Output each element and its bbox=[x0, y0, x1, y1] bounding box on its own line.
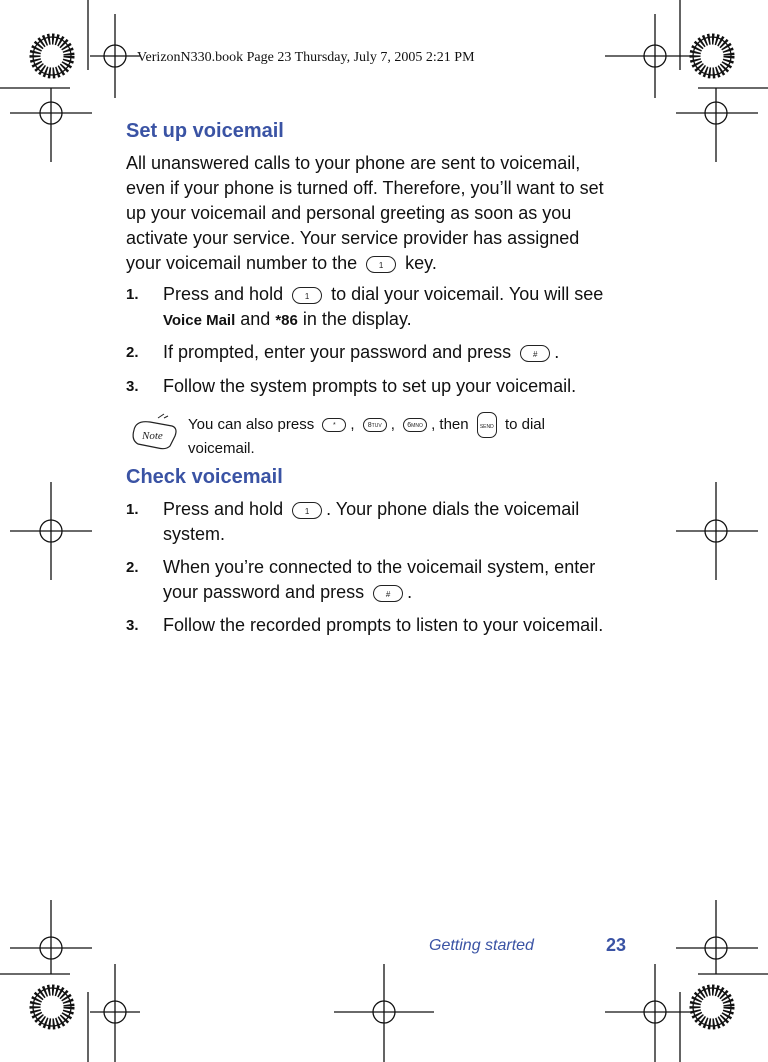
note-text: You can also press * , 8TUV , 6MNO , then SEND to dial voicemail. bbox=[188, 412, 608, 459]
step-number: 2. bbox=[126, 559, 139, 576]
crosshair-target-bl bbox=[90, 964, 140, 1062]
note-icon bbox=[128, 412, 180, 452]
crosshair-target-right-top bbox=[676, 88, 758, 162]
starburst-mark-tl bbox=[33, 37, 71, 75]
key-8-icon: 8TUV bbox=[363, 418, 387, 432]
crosshair-target-right-bottom bbox=[676, 900, 758, 974]
key-pound-icon: # bbox=[373, 585, 403, 602]
crosshair-target-left-mid bbox=[10, 482, 92, 580]
crosshair-target-br bbox=[605, 964, 705, 1062]
step-1-text: Press and hold 1 to dial your voicemail. You will see Voice Mail and *86 in the display. bbox=[163, 284, 604, 329]
crosshair-target-tl bbox=[90, 14, 140, 98]
intro-line: even if your phone is turned off. Therefore, you’ll want to set bbox=[126, 178, 604, 198]
key-6-icon: 6MNO bbox=[403, 418, 427, 432]
key-pound-icon: # bbox=[520, 345, 550, 362]
key-1-icon: 1 bbox=[292, 287, 322, 304]
crosshair-target-right-mid bbox=[676, 482, 758, 580]
starburst-mark-br bbox=[693, 988, 731, 1026]
section-title-check-voicemail: Check voicemail bbox=[126, 466, 283, 488]
intro-line: activate your service. Your service provider has assigned bbox=[126, 228, 580, 248]
display-text-voice-mail: Voice Mail bbox=[163, 312, 236, 329]
key-1-icon: 1 bbox=[366, 256, 396, 273]
crosshair-target-bc bbox=[334, 964, 434, 1062]
starburst-mark-tr bbox=[693, 37, 731, 75]
footer-section-label: Getting started bbox=[429, 937, 534, 954]
step-2-text: If prompted, enter your password and press # . bbox=[163, 342, 560, 362]
intro-line: up your voicemail and personal greeting as soon as you bbox=[126, 203, 572, 223]
step-3-text: Follow the system prompts to set up your voicemail. bbox=[163, 376, 577, 396]
step-number: 3. bbox=[126, 617, 139, 634]
send-key-icon: SEND bbox=[477, 412, 497, 438]
check-step-1-text: Press and hold 1 . Your phone dials the voicemail system. bbox=[163, 499, 580, 544]
check-step-2-text: When you’re connected to the voicemail system, enter your password and press # . bbox=[163, 557, 596, 602]
intro-line: All unanswered calls to your phone are sent to voicemail, bbox=[126, 153, 581, 173]
step-number: 1. bbox=[126, 501, 139, 518]
starburst-mark-bl bbox=[33, 988, 71, 1026]
note-icon-label: Note bbox=[142, 430, 163, 442]
key-star-icon: * bbox=[322, 418, 346, 432]
check-step-3-text: Follow the recorded prompts to listen to your voicemail. bbox=[163, 615, 604, 635]
intro-paragraph bbox=[126, 151, 636, 276]
step-number: 3. bbox=[126, 378, 139, 395]
step-number: 1. bbox=[126, 286, 139, 303]
step-number: 2. bbox=[126, 344, 139, 361]
crosshair-target-left-top bbox=[10, 88, 92, 162]
section-title-setup-voicemail: Set up voicemail bbox=[126, 120, 284, 142]
intro-line-last: your voicemail number to the 1 key. bbox=[126, 253, 437, 273]
print-header-stamp: VerizonN330.book Page 23 Thursday, July 7, 2005 2:21 PM bbox=[137, 50, 475, 65]
crosshair-target-left-bottom bbox=[10, 900, 92, 974]
page-number: 23 bbox=[606, 935, 627, 955]
key-1-icon: 1 bbox=[292, 502, 322, 519]
display-text-code: *86 bbox=[275, 312, 298, 329]
